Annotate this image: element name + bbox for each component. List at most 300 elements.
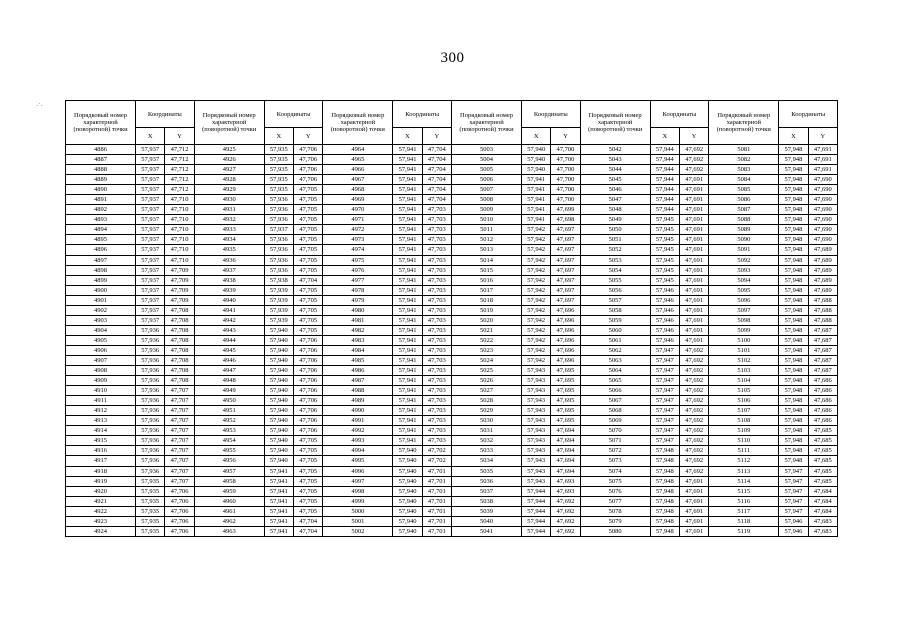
point-number-cell: 4902	[66, 305, 136, 315]
x-coordinate-cell: 57,937	[136, 155, 165, 165]
point-number-cell: 4899	[66, 275, 136, 285]
y-coordinate-cell: 47,691	[679, 486, 708, 496]
x-coordinate-cell: 57,937	[136, 295, 165, 305]
y-coordinate-cell: 47,691	[679, 275, 708, 285]
y-coordinate-cell: 47,697	[551, 225, 580, 235]
y-coordinate-cell: 47,700	[551, 185, 580, 195]
x-coordinate-cell: 57,940	[264, 355, 293, 365]
point-number-cell: 4983	[323, 335, 393, 345]
y-coordinate-cell: 47,687	[808, 335, 837, 345]
y-coordinate-cell: 47,712	[165, 185, 194, 195]
x-coordinate-cell: 57,941	[393, 376, 422, 386]
point-number-cell: 5050	[580, 225, 650, 235]
point-number-cell: 5060	[580, 325, 650, 335]
x-coordinate-cell: 57,941	[522, 205, 551, 215]
point-number-cell: 4989	[323, 396, 393, 406]
y-coordinate-cell: 47,692	[679, 406, 708, 416]
y-coordinate-cell: 47,703	[422, 416, 451, 426]
x-coordinate-cell: 57,945	[650, 215, 679, 225]
x-coordinate-cell: 57,942	[522, 285, 551, 295]
x-coordinate-cell: 57,940	[393, 446, 422, 456]
x-coordinate-cell: 57,942	[522, 305, 551, 315]
x-coordinate-cell: 57,940	[393, 506, 422, 516]
x-coordinate-cell: 57,935	[264, 155, 293, 165]
x-coordinate-cell: 57,940	[522, 145, 551, 155]
table-row	[66, 426, 838, 436]
y-coordinate-cell: 47,694	[551, 456, 580, 466]
x-header: X	[264, 128, 293, 145]
table-row	[66, 255, 838, 265]
x-coordinate-cell: 57,945	[650, 275, 679, 285]
x-coordinate-cell: 57,943	[522, 366, 551, 376]
y-coordinate-cell: 47,688	[808, 295, 837, 305]
point-number-cell: 4948	[194, 376, 264, 386]
y-coordinate-cell: 47,692	[551, 516, 580, 526]
point-number-cell: 4987	[323, 376, 393, 386]
y-coordinate-cell: 47,706	[294, 366, 323, 376]
y-coordinate-cell: 47,708	[165, 376, 194, 386]
point-number-cell: 5020	[451, 315, 521, 325]
y-header: Y	[165, 128, 194, 145]
x-coordinate-cell: 57,943	[522, 406, 551, 416]
point-number-cell: 5087	[709, 205, 779, 215]
y-coordinate-cell: 47,692	[551, 526, 580, 536]
point-number-cell: 4955	[194, 446, 264, 456]
point-number-cell: 4978	[323, 285, 393, 295]
point-number-cell: 4916	[66, 446, 136, 456]
x-coordinate-cell: 57,947	[779, 486, 808, 496]
x-coordinate-cell: 57,940	[264, 406, 293, 416]
point-number-cell: 4887	[66, 155, 136, 165]
point-number-cell: 4915	[66, 436, 136, 446]
x-coordinate-cell: 57,939	[264, 315, 293, 325]
point-number-cell: 5019	[451, 305, 521, 315]
point-number-cell: 4935	[194, 245, 264, 255]
point-number-cell: 5103	[709, 366, 779, 376]
point-number-cell: 5029	[451, 406, 521, 416]
point-number-cell: 5004	[451, 155, 521, 165]
x-coordinate-cell: 57,941	[393, 345, 422, 355]
y-coordinate-cell: 47,692	[679, 456, 708, 466]
x-coordinate-cell: 57,948	[779, 155, 808, 165]
y-coordinate-cell: 47,687	[808, 345, 837, 355]
point-number-cell: 4897	[66, 255, 136, 265]
x-coordinate-cell: 57,940	[393, 476, 422, 486]
x-coordinate-cell: 57,947	[779, 496, 808, 506]
point-number-cell: 5034	[451, 456, 521, 466]
point-number-cell: 4967	[323, 175, 393, 185]
x-coordinate-cell: 57,944	[522, 506, 551, 516]
y-coordinate-cell: 47,692	[679, 345, 708, 355]
x-coordinate-cell: 57,948	[650, 456, 679, 466]
x-coordinate-cell: 57,943	[522, 436, 551, 446]
y-coordinate-cell: 47,705	[294, 466, 323, 476]
point-number-cell: 5068	[580, 406, 650, 416]
point-number-cell: 5102	[709, 355, 779, 365]
x-header: X	[522, 128, 551, 145]
x-coordinate-cell: 57,940	[264, 416, 293, 426]
point-number-cell: 5092	[709, 255, 779, 265]
point-number-cell: 4977	[323, 275, 393, 285]
point-number-cell: 4973	[323, 235, 393, 245]
x-coordinate-cell: 57,948	[779, 456, 808, 466]
y-coordinate-cell: 47,705	[294, 235, 323, 245]
point-number-cell: 5012	[451, 235, 521, 245]
y-coordinate-cell: 47,689	[808, 245, 837, 255]
point-number-cell: 5049	[580, 215, 650, 225]
y-header: Y	[551, 128, 580, 145]
x-coordinate-cell: 57,935	[136, 496, 165, 506]
x-coordinate-cell: 57,948	[650, 526, 679, 536]
x-header: X	[779, 128, 808, 145]
x-coordinate-cell: 57,948	[779, 345, 808, 355]
x-coordinate-cell: 57,942	[522, 275, 551, 285]
point-number-cell: 4911	[66, 396, 136, 406]
y-coordinate-cell: 47,697	[551, 265, 580, 275]
point-number-cell: 5030	[451, 416, 521, 426]
y-coordinate-cell: 47,707	[165, 466, 194, 476]
y-coordinate-cell: 47,692	[679, 355, 708, 365]
point-number-cell: 5118	[709, 516, 779, 526]
point-number-cell: 5115	[709, 486, 779, 496]
y-coordinate-cell: 47,703	[422, 215, 451, 225]
x-coordinate-cell: 57,948	[650, 516, 679, 526]
x-coordinate-cell: 57,944	[650, 185, 679, 195]
y-coordinate-cell: 47,689	[808, 285, 837, 295]
x-coordinate-cell: 57,944	[650, 195, 679, 205]
x-coordinate-cell: 57,944	[650, 175, 679, 185]
x-coordinate-cell: 57,947	[650, 345, 679, 355]
point-number-cell: 4962	[194, 516, 264, 526]
table-row	[66, 506, 838, 516]
point-number-cell: 4980	[323, 305, 393, 315]
y-coordinate-cell: 47,700	[551, 145, 580, 155]
point-number-cell: 5114	[709, 476, 779, 486]
y-coordinate-cell: 47,695	[551, 416, 580, 426]
point-number-cell: 5033	[451, 446, 521, 456]
point-number-cell: 4998	[323, 486, 393, 496]
x-coordinate-cell: 57,937	[136, 205, 165, 215]
point-number-cell: 5105	[709, 386, 779, 396]
point-number-cell: 5040	[451, 516, 521, 526]
y-coordinate-cell: 47,705	[294, 436, 323, 446]
x-coordinate-cell: 57,948	[779, 416, 808, 426]
x-coordinate-cell: 57,948	[779, 195, 808, 205]
x-coordinate-cell: 57,947	[650, 396, 679, 406]
y-coordinate-cell: 47,706	[294, 426, 323, 436]
x-coordinate-cell: 57,943	[522, 416, 551, 426]
point-number-cell: 5018	[451, 295, 521, 305]
point-number-cell: 4999	[323, 496, 393, 506]
x-coordinate-cell: 57,946	[650, 325, 679, 335]
y-coordinate-cell: 47,703	[422, 225, 451, 235]
y-coordinate-cell: 47,686	[808, 406, 837, 416]
point-number-cell: 4982	[323, 325, 393, 335]
point-number-cell: 5073	[580, 456, 650, 466]
y-coordinate-cell: 47,703	[422, 355, 451, 365]
y-coordinate-cell: 47,706	[294, 175, 323, 185]
y-coordinate-cell: 47,689	[808, 255, 837, 265]
x-coordinate-cell: 57,944	[522, 516, 551, 526]
x-coordinate-cell: 57,942	[522, 245, 551, 255]
x-coordinate-cell: 57,947	[650, 406, 679, 416]
table-row	[66, 366, 838, 376]
x-coordinate-cell: 57,948	[779, 426, 808, 436]
y-coordinate-cell: 47,706	[294, 376, 323, 386]
y-coordinate-cell: 47,705	[294, 456, 323, 466]
point-number-cell: 4920	[66, 486, 136, 496]
x-coordinate-cell: 57,940	[264, 446, 293, 456]
y-coordinate-cell: 47,708	[165, 345, 194, 355]
point-number-cell: 5061	[580, 335, 650, 345]
x-coordinate-cell: 57,948	[779, 245, 808, 255]
point-number-cell: 4991	[323, 416, 393, 426]
x-coordinate-cell: 57,941	[393, 175, 422, 185]
x-coordinate-cell: 57,937	[136, 195, 165, 205]
point-number-cell: 5032	[451, 436, 521, 446]
point-number-cell: 5072	[580, 446, 650, 456]
y-coordinate-cell: 47,692	[679, 436, 708, 446]
y-coordinate-cell: 47,705	[294, 245, 323, 255]
x-coordinate-cell: 57,947	[650, 436, 679, 446]
x-coordinate-cell: 57,944	[650, 205, 679, 215]
y-coordinate-cell: 47,693	[551, 486, 580, 496]
y-coordinate-cell: 47,708	[165, 305, 194, 315]
x-coordinate-cell: 57,935	[264, 185, 293, 195]
point-number-cell: 4921	[66, 496, 136, 506]
point-number-cell: 4904	[66, 325, 136, 335]
point-number-cell: 5025	[451, 366, 521, 376]
point-number-cell: 5066	[580, 386, 650, 396]
y-coordinate-cell: 47,685	[808, 446, 837, 456]
point-number-header: Порядковый номер характерной (поворотной) точки	[323, 101, 393, 145]
table-row	[66, 446, 838, 456]
point-number-cell: 4990	[323, 406, 393, 416]
point-number-cell: 5098	[709, 315, 779, 325]
point-number-cell: 4965	[323, 155, 393, 165]
x-coordinate-cell: 57,944	[650, 155, 679, 165]
y-coordinate-cell: 47,686	[808, 396, 837, 406]
y-coordinate-cell: 47,684	[808, 496, 837, 506]
x-coordinate-cell: 57,941	[264, 526, 293, 536]
point-number-cell: 4984	[323, 345, 393, 355]
x-coordinate-cell: 57,937	[136, 265, 165, 275]
x-coordinate-cell: 57,941	[393, 255, 422, 265]
y-coordinate-cell: 47,691	[679, 265, 708, 275]
x-coordinate-cell: 57,945	[650, 235, 679, 245]
x-coordinate-cell: 57,941	[522, 215, 551, 225]
point-number-cell: 4943	[194, 325, 264, 335]
y-coordinate-cell: 47,692	[679, 386, 708, 396]
point-number-cell: 4931	[194, 205, 264, 215]
x-coordinate-cell: 57,941	[393, 295, 422, 305]
point-number-cell: 4946	[194, 355, 264, 365]
y-coordinate-cell: 47,705	[294, 195, 323, 205]
point-number-header: Порядковый номер характерной (поворотной) точки	[709, 101, 779, 145]
x-coordinate-cell: 57,947	[779, 476, 808, 486]
y-coordinate-cell: 47,703	[422, 386, 451, 396]
point-number-cell: 4895	[66, 235, 136, 245]
y-coordinate-cell: 47,705	[294, 225, 323, 235]
x-coordinate-cell: 57,940	[393, 456, 422, 466]
coords-header: Координаты	[522, 101, 581, 128]
y-coordinate-cell: 47,703	[422, 295, 451, 305]
x-coordinate-cell: 57,948	[779, 436, 808, 446]
y-coordinate-cell: 47,707	[165, 476, 194, 486]
x-coordinate-cell: 57,941	[393, 386, 422, 396]
point-number-cell: 4953	[194, 426, 264, 436]
y-coordinate-cell: 47,692	[679, 366, 708, 376]
y-coordinate-cell: 47,696	[551, 325, 580, 335]
point-number-cell: 5013	[451, 245, 521, 255]
x-coordinate-cell: 57,937	[136, 285, 165, 295]
point-number-cell: 5100	[709, 335, 779, 345]
point-number-header: Порядковый номер характерной (поворотной) точки	[580, 101, 650, 145]
y-coordinate-cell: 47,707	[165, 386, 194, 396]
y-coordinate-cell: 47,692	[679, 145, 708, 155]
point-number-cell: 4929	[194, 185, 264, 195]
x-coordinate-cell: 57,936	[136, 446, 165, 456]
y-coordinate-cell: 47,691	[679, 215, 708, 225]
point-number-cell: 5043	[580, 155, 650, 165]
x-coordinate-cell: 57,936	[264, 265, 293, 275]
point-number-cell: 5058	[580, 305, 650, 315]
table-row	[66, 345, 838, 355]
y-coordinate-cell: 47,704	[422, 165, 451, 175]
table-row	[66, 496, 838, 506]
x-coordinate-cell: 57,935	[136, 506, 165, 516]
x-coordinate-cell: 57,935	[136, 516, 165, 526]
y-coordinate-cell: 47,704	[422, 145, 451, 155]
y-coordinate-cell: 47,706	[165, 486, 194, 496]
x-coordinate-cell: 57,936	[136, 406, 165, 416]
x-coordinate-cell: 57,944	[522, 526, 551, 536]
point-number-cell: 4918	[66, 466, 136, 476]
point-number-cell: 4937	[194, 265, 264, 275]
coords-header: Координаты	[136, 101, 195, 128]
y-coordinate-cell: 47,691	[679, 225, 708, 235]
x-coordinate-cell: 57,946	[779, 516, 808, 526]
y-coordinate-cell: 47,692	[551, 496, 580, 506]
point-number-cell: 5047	[580, 195, 650, 205]
point-number-cell: 5042	[580, 145, 650, 155]
table-row	[66, 265, 838, 275]
y-coordinate-cell: 47,706	[294, 396, 323, 406]
x-coordinate-cell: 57,947	[650, 376, 679, 386]
point-number-cell: 4979	[323, 295, 393, 305]
y-coordinate-cell: 47,691	[679, 175, 708, 185]
point-number-cell: 5045	[580, 175, 650, 185]
y-coordinate-cell: 47,702	[422, 446, 451, 456]
x-coordinate-cell: 57,941	[393, 165, 422, 175]
coordinates-table	[65, 100, 838, 537]
table-row	[66, 486, 838, 496]
x-coordinate-cell: 57,946	[650, 305, 679, 315]
point-number-cell: 4896	[66, 245, 136, 255]
x-coordinate-cell: 57,935	[136, 476, 165, 486]
x-coordinate-cell: 57,948	[779, 285, 808, 295]
y-coordinate-cell: 47,686	[808, 376, 837, 386]
x-coordinate-cell: 57,940	[264, 325, 293, 335]
table-row	[66, 145, 838, 155]
x-coordinate-cell: 57,940	[264, 396, 293, 406]
x-coordinate-cell: 57,943	[522, 396, 551, 406]
x-coordinate-cell: 57,948	[650, 446, 679, 456]
y-coordinate-cell: 47,705	[294, 295, 323, 305]
y-coordinate-cell: 47,705	[294, 255, 323, 265]
point-number-cell: 5074	[580, 466, 650, 476]
y-coordinate-cell: 47,687	[808, 325, 837, 335]
y-coordinate-cell: 47,706	[294, 145, 323, 155]
y-coordinate-cell: 47,705	[294, 205, 323, 215]
point-number-cell: 4972	[323, 225, 393, 235]
table-header	[66, 101, 838, 145]
point-number-cell: 4903	[66, 315, 136, 325]
y-coordinate-cell: 47,700	[551, 195, 580, 205]
x-header: X	[393, 128, 422, 145]
point-number-cell: 4886	[66, 145, 136, 155]
y-coordinate-cell: 47,706	[165, 506, 194, 516]
y-coordinate-cell: 47,691	[679, 195, 708, 205]
point-number-cell: 4925	[194, 145, 264, 155]
table-row	[66, 335, 838, 345]
y-coordinate-cell: 47,703	[422, 426, 451, 436]
x-coordinate-cell: 57,936	[264, 245, 293, 255]
x-coordinate-cell: 57,947	[650, 416, 679, 426]
point-number-cell: 5085	[709, 185, 779, 195]
y-coordinate-cell: 47,685	[808, 456, 837, 466]
y-coordinate-cell: 47,691	[808, 155, 837, 165]
x-coordinate-cell: 57,941	[393, 315, 422, 325]
point-number-cell: 5046	[580, 185, 650, 195]
y-coordinate-cell: 47,703	[422, 376, 451, 386]
y-coordinate-cell: 47,707	[165, 416, 194, 426]
point-number-cell: 5075	[580, 476, 650, 486]
y-coordinate-cell: 47,708	[165, 355, 194, 365]
point-number-cell: 4992	[323, 426, 393, 436]
y-coordinate-cell: 47,704	[422, 195, 451, 205]
x-coordinate-cell: 57,940	[264, 386, 293, 396]
x-coordinate-cell: 57,948	[779, 325, 808, 335]
x-coordinate-cell: 57,935	[264, 165, 293, 175]
y-coordinate-cell: 47,685	[808, 436, 837, 446]
point-number-cell: 4994	[323, 446, 393, 456]
y-coordinate-cell: 47,695	[551, 396, 580, 406]
y-coordinate-cell: 47,707	[165, 396, 194, 406]
y-coordinate-cell: 47,704	[294, 526, 323, 536]
y-coordinate-cell: 47,691	[679, 295, 708, 305]
y-coordinate-cell: 47,704	[422, 185, 451, 195]
point-number-cell: 5008	[451, 195, 521, 205]
y-coordinate-cell: 47,705	[294, 185, 323, 195]
point-number-cell: 5054	[580, 265, 650, 275]
x-coordinate-cell: 57,948	[779, 165, 808, 175]
y-coordinate-cell: 47,691	[679, 205, 708, 215]
y-coordinate-cell: 47,712	[165, 145, 194, 155]
y-coordinate-cell: 47,696	[551, 345, 580, 355]
y-coordinate-cell: 47,705	[294, 265, 323, 275]
x-coordinate-cell: 57,943	[522, 386, 551, 396]
y-coordinate-cell: 47,693	[551, 476, 580, 486]
y-coordinate-cell: 47,686	[808, 386, 837, 396]
y-coordinate-cell: 47,701	[422, 516, 451, 526]
y-coordinate-cell: 47,684	[808, 506, 837, 516]
coords-header: Координаты	[779, 101, 838, 128]
point-number-cell: 5089	[709, 225, 779, 235]
point-number-cell: 5031	[451, 426, 521, 436]
y-coordinate-cell: 47,700	[551, 165, 580, 175]
point-number-cell: 5101	[709, 345, 779, 355]
